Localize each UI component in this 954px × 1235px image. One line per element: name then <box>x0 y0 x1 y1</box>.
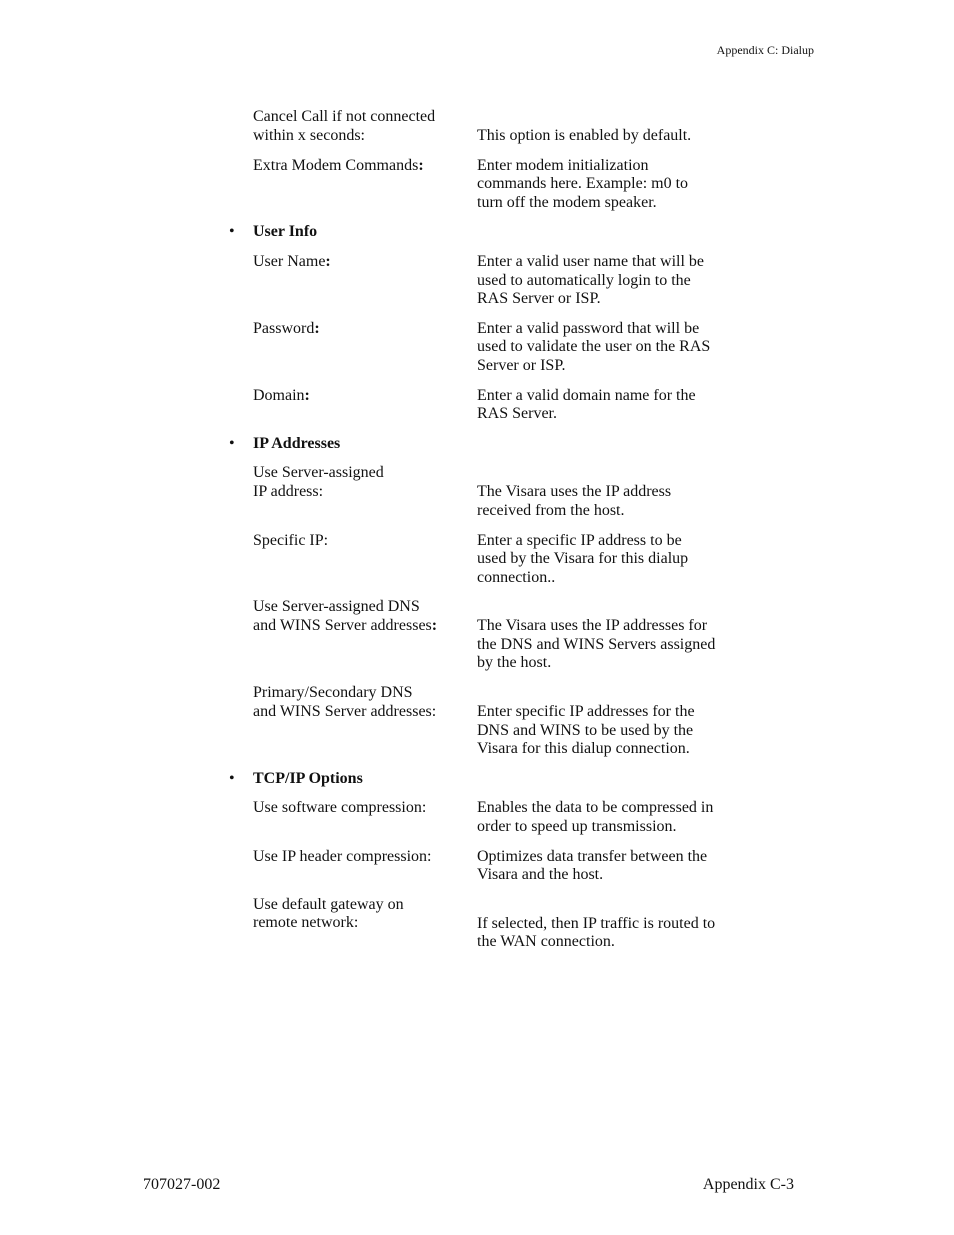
running-header: Appendix C: Dialup <box>716 43 814 57</box>
entry-description: Enter a valid domain name for the RAS Server. <box>477 386 696 423</box>
section-heading-user-info: • User Info <box>229 223 318 241</box>
entry-default-gateway <box>0 896 954 952</box>
entry-description: This option is enabled by default. <box>477 127 692 144</box>
entry-description: Enter a valid password that will be used to validate the user on the RAS Server or ISP. <box>477 319 711 374</box>
entry-label: Cancel Call if not connected within x seconds: <box>253 108 436 144</box>
entry-label: Extra Modem Commands: <box>253 156 424 174</box>
entry-label: Use Server-assigned DNS and WINS Server addresses: <box>253 598 438 634</box>
section-heading-ip-addresses: • IP Addresses <box>229 434 341 452</box>
entry-label: Use default gateway on remote network: <box>253 895 404 932</box>
entry-description: Optimizes data transfer between the Visara and the host. <box>477 847 708 884</box>
entry-description: The Visara uses the IP addresses for the DNS and WINS Servers assigned by the host. <box>477 617 716 672</box>
entry-label: Password: <box>253 319 320 337</box>
entry-label: Use software compression: <box>253 799 427 817</box>
entry-description: Enter specific IP addresses for the DNS and WINS to be used by the Visara for this dialup connection. <box>477 703 695 758</box>
bullet-icon: • <box>229 434 235 452</box>
entry-description: The Visara uses the IP address received from the host. <box>477 483 672 519</box>
section-heading-tcpip-options: • TCP/IP Options <box>229 769 363 787</box>
entry-software-compression <box>0 799 954 836</box>
entry-label: Primary/Secondary DNS and WINS Server addresses: <box>253 684 437 720</box>
entry-label: Specific IP: <box>253 531 329 549</box>
entry-server-assigned-dns-wins <box>0 598 954 673</box>
entry-label: Use Server-assigned IP address: <box>253 464 384 500</box>
entry-description: If selected, then IP traffic is routed to the WAN connection. <box>477 914 716 951</box>
bullet-icon: • <box>229 769 235 787</box>
footer-doc-number: 707027-002 <box>143 1176 221 1193</box>
entry-label: User Name: <box>253 252 331 270</box>
footer-page-label: Appendix C-3 <box>702 1176 794 1193</box>
page-content <box>0 108 954 963</box>
entry-server-assigned-ip <box>0 464 954 520</box>
entry-extra-modem-commands <box>0 157 954 213</box>
entry-description: Enables the data to be compressed in order to speed up transmission. <box>477 799 714 836</box>
entry-primary-secondary-dns-wins <box>0 684 954 759</box>
entry-domain <box>0 387 954 424</box>
entry-description: Enter a valid user name that will be used to automatically login to the RAS Server or ISP. <box>477 252 705 308</box>
entry-password <box>0 320 954 376</box>
bullet-icon: • <box>229 223 235 241</box>
entry-label: Domain: <box>253 386 310 404</box>
entry-cancel-call <box>0 108 954 146</box>
entry-description: Enter modem initialization commands here. Example: m0 to turn off the modem speaker. <box>477 156 689 211</box>
entry-label: Use IP header compression: <box>253 847 432 865</box>
entry-user-name <box>0 253 954 309</box>
entry-description: Enter a specific IP address to be used by the Visara for this dialup connection.. <box>477 531 689 586</box>
entry-specific-ip <box>0 532 954 588</box>
entry-ip-header-compression <box>0 848 954 885</box>
